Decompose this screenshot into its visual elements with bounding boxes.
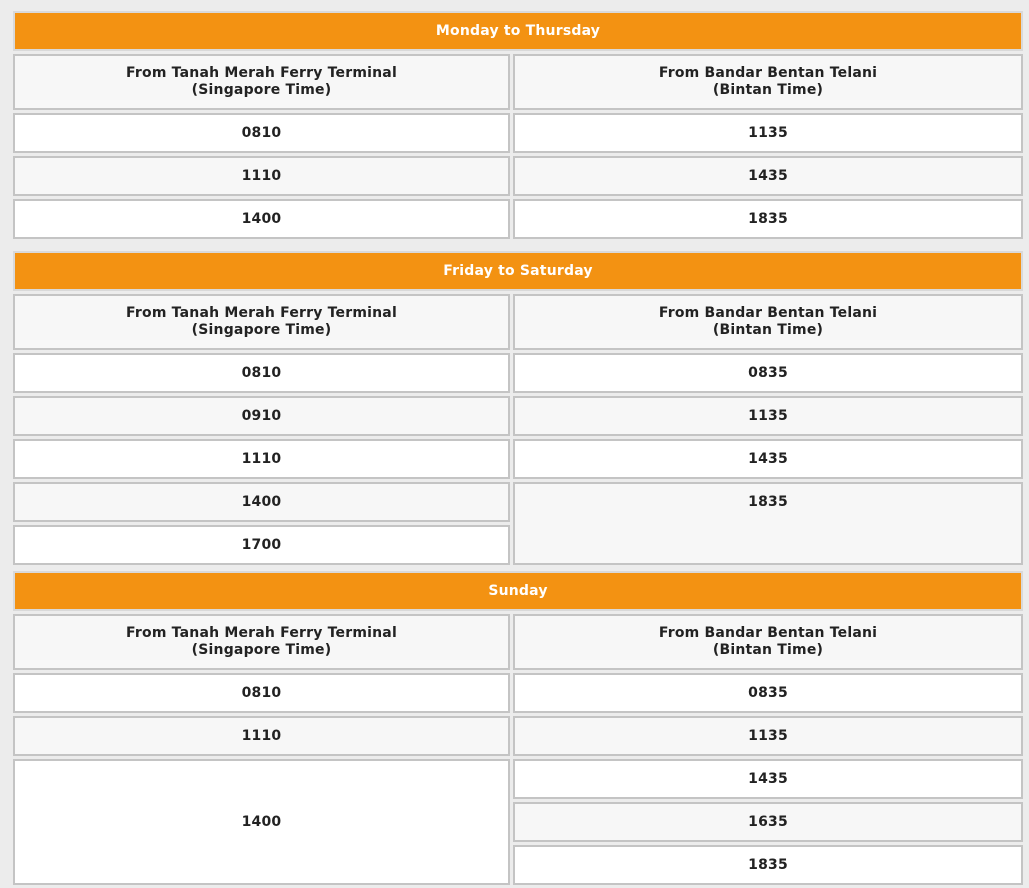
- column-header-line: From Bandar Bentan Telani: [658, 625, 878, 641]
- table-row: [13, 396, 1023, 436]
- schedule-title: Sunday: [13, 571, 1023, 611]
- schedule-table: [10, 248, 1026, 568]
- column-header-bintan: [513, 294, 1023, 350]
- column-header-subline: (Singapore Time): [191, 82, 332, 98]
- column-header-line: From Bandar Bentan Telani: [658, 305, 878, 321]
- departure-time-bintan: 1135: [513, 396, 1023, 436]
- schedule-friday-to-saturday: [10, 248, 1020, 568]
- departure-time-singapore: 0810: [13, 353, 510, 393]
- departure-time-bintan: 1635: [513, 802, 1023, 842]
- departure-time-singapore: 1400: [13, 482, 510, 522]
- column-header-singapore: [13, 294, 510, 350]
- column-header-subline: (Bintan Time): [712, 82, 824, 98]
- table-row: [13, 759, 1023, 799]
- departure-time-singapore: 0810: [13, 113, 510, 153]
- departure-time-bintan: 1435: [513, 759, 1023, 799]
- schedule-table: [10, 568, 1026, 888]
- departure-time-bintan: 1135: [513, 113, 1023, 153]
- table-row: [13, 113, 1023, 153]
- schedule-monday-to-thursday: [10, 8, 1020, 242]
- departure-time-singapore: 1110: [13, 439, 510, 479]
- table-row: [13, 673, 1023, 713]
- column-header-line: From Tanah Merah Ferry Terminal: [126, 625, 397, 641]
- schedule-title: Friday to Saturday: [13, 251, 1023, 291]
- column-header-singapore: [13, 614, 510, 670]
- column-header-subline: (Bintan Time): [712, 322, 824, 338]
- column-header-subline: (Singapore Time): [191, 642, 332, 658]
- column-header-line: From Tanah Merah Ferry Terminal: [126, 65, 397, 81]
- column-header-singapore: [13, 54, 510, 110]
- table-row: [13, 353, 1023, 393]
- column-header-subline: (Bintan Time): [712, 642, 824, 658]
- departure-time-bintan: 0835: [513, 353, 1023, 393]
- table-row: [13, 156, 1023, 196]
- departure-time-singapore: 0910: [13, 396, 510, 436]
- departure-time-singapore: 0810: [13, 673, 510, 713]
- departure-time-bintan: 1835: [513, 199, 1023, 239]
- departure-time-singapore: 1700: [13, 525, 510, 565]
- table-row: [13, 439, 1023, 479]
- departure-time-bintan: 1435: [513, 156, 1023, 196]
- column-header-line: From Bandar Bentan Telani: [658, 65, 878, 81]
- departure-time-bintan: 0835: [513, 673, 1023, 713]
- schedule-title: Monday to Thursday: [13, 11, 1023, 51]
- departure-time-bintan: 1835: [513, 845, 1023, 885]
- departure-time-singapore: 1110: [13, 156, 510, 196]
- column-header-subline: (Singapore Time): [191, 322, 332, 338]
- table-row: [13, 199, 1023, 239]
- column-header-bintan: [513, 54, 1023, 110]
- column-header-bintan: [513, 614, 1023, 670]
- departure-time-bintan: 1135: [513, 716, 1023, 756]
- schedule-sunday: [10, 568, 1020, 888]
- schedule-table: [10, 8, 1026, 242]
- departure-time-singapore: 1110: [13, 716, 510, 756]
- departure-time-singapore: 1400: [13, 199, 510, 239]
- column-header-line: From Tanah Merah Ferry Terminal: [126, 305, 397, 321]
- departure-time-bintan: 1835: [513, 482, 1023, 565]
- table-row: [13, 482, 1023, 522]
- table-row: [13, 716, 1023, 756]
- departure-time-singapore: 1400: [13, 759, 510, 885]
- departure-time-bintan: 1435: [513, 439, 1023, 479]
